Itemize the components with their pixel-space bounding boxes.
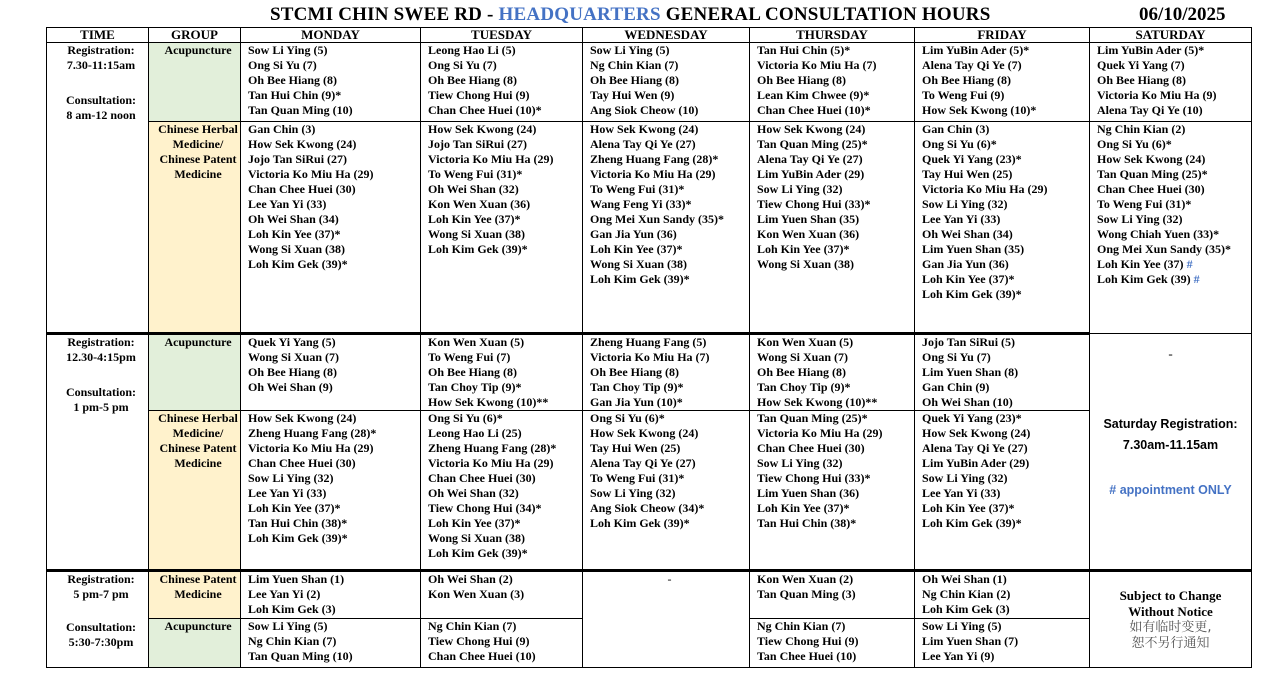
hash-marker-1: #: [1186, 257, 1193, 271]
doctor-entry: Tiew Chong Hui (33)*: [757, 197, 871, 211]
doctor-entry: Tan Quan Ming (25)*: [757, 137, 868, 151]
doctor-entry: Sow Li Ying (5): [248, 619, 328, 633]
doctor-entry: Victoria Ko Miu Ha (7): [590, 350, 710, 364]
doctor-entry: Ong Si Yu (6)*: [1097, 137, 1172, 151]
list-evening-acu-thursday: [750, 619, 915, 668]
doctor-entry: Lim Yuen Shan (7): [922, 634, 1019, 648]
doctor-entry: How Sek Kwong (24): [757, 122, 866, 136]
doctor-entry: Wong Si Xuan (38): [757, 257, 855, 271]
doctor-entry: Lean Kim Chwee (9)*: [757, 88, 870, 102]
list-afternoon-acu-friday: [915, 334, 1090, 411]
doctor-entry: How Sek Kwong (24): [248, 137, 357, 151]
doctor-entry: Chan Chee Huei (30): [428, 471, 536, 485]
doctor-entry: To Weng Fui (31)*: [590, 471, 685, 485]
doctor-entry: Chan Chee Huei (10)*: [428, 103, 542, 117]
doctor-entry: How Sek Kwong (24): [428, 122, 537, 136]
doctor-entry: Oh Wei Shan (34): [922, 227, 1013, 241]
doctor-entry: Lim Yuen Shan (35): [922, 242, 1025, 256]
group-acupuncture-evening: Acupuncture: [149, 619, 241, 668]
col-header-group: GROUP: [149, 28, 241, 43]
doctor-entry: Gan Jia Yun (36): [922, 257, 1009, 271]
doctor-entry: Sow Li Ying (32): [922, 197, 1008, 211]
afternoon-consultation-time: 1 pm-5 pm: [73, 400, 129, 414]
doctor-entry: Victoria Ko Miu Ha (29): [757, 426, 883, 440]
schedule-table: [46, 27, 1252, 668]
doctor-entry: Ng Chin Kian (2): [1097, 122, 1186, 136]
doctor-entry: Oh Wei Shan (9): [248, 380, 333, 394]
doctor-entry: Tan Quan Ming (25)*: [757, 411, 868, 425]
evening-registration-time: 5 pm-7 pm: [73, 587, 129, 601]
doctor-entry: Ng Chin Kian (7): [248, 634, 337, 648]
doctor-entry: Kon Wen Xuan (3): [428, 587, 525, 601]
group-herbal: Chinese Herbal Medicine/ Chinese Patent Medicine: [149, 122, 241, 334]
doctor-entry: Loh Kim Gek (39)*: [248, 257, 348, 271]
doctor-entry: Ong Si Yu (6)*: [590, 411, 665, 425]
doctor-entry: Tay Hui Wen (25): [590, 441, 681, 455]
list-afternoon-acu-tuesday: [421, 334, 583, 411]
doctor-entry: Lim YuBin Ader (5)*: [1097, 43, 1205, 57]
doctor-entry: Chan Chee Huei (10)*: [757, 103, 871, 117]
group-acupuncture: Acupuncture: [149, 43, 241, 122]
doctor-entry: Oh Bee Hiang (8): [590, 365, 679, 379]
doctor-entry: Jojo Tan SiRui (27): [248, 152, 348, 166]
doctor-entry: Wong Si Xuan (38): [248, 242, 346, 256]
doctor-entry: Oh Bee Hiang (8): [248, 73, 337, 87]
doctor-entry: Chan Chee Huei (10): [428, 649, 536, 663]
doctor-entry: Oh Bee Hiang (8): [1097, 73, 1186, 87]
doctor-entry: Loh Kim Gek (39)*: [590, 516, 690, 530]
doctor-entry: Wong Si Xuan (7): [248, 350, 340, 364]
doctor-entry: Sow Li Ying (32): [757, 182, 843, 196]
doctor-entry: Lee Yan Yi (33): [248, 197, 327, 211]
doctor-entry: Chan Chee Huei (30): [248, 182, 356, 196]
doctor-entry: Tan Quan Ming (25)*: [1097, 167, 1208, 181]
doctor-entry: Oh Bee Hiang (8): [757, 73, 846, 87]
list-evening-patent-friday: [915, 571, 1090, 619]
col-header-time: TIME: [47, 28, 149, 43]
doctor-entry: Loh Kim Gek (3): [922, 602, 1010, 616]
notice-line-2: Without Notice: [1128, 603, 1213, 619]
doctor-entry: Ng Chin Kian (7): [757, 619, 846, 633]
list-afternoon-herb-thursday: [750, 411, 915, 571]
doctor-entry: To Weng Fui (7): [428, 350, 511, 364]
group-acupuncture-pm: Acupuncture: [149, 334, 241, 411]
doctor-entry: Wong Si Xuan (38): [590, 257, 688, 271]
doctor-entry: To Weng Fui (31)*: [590, 182, 685, 196]
doctor-entry: Oh Wei Shan (32): [428, 486, 519, 500]
doctor-entry: Chan Chee Huei (30): [757, 441, 865, 455]
doctor-entry: Tan Quan Ming (10): [248, 649, 353, 663]
doctor-entry: Chan Chee Huei (30): [1097, 182, 1205, 196]
doctor-entry: Sow Li Ying (32): [590, 486, 676, 500]
doctor-entry: Wong Chiah Yuen (33)*: [1097, 227, 1220, 241]
doctor-entry: Loh Kim Gek (39)*: [922, 516, 1022, 530]
doctor-entry: Tan Choy Tip (9)*: [757, 380, 851, 394]
doctor-entry: Oh Wei Shan (32): [428, 182, 519, 196]
morning-time-cell: [47, 43, 149, 334]
doctor-entry: Oh Wei Shan (34): [248, 212, 339, 226]
doctor-entry: Oh Bee Hiang (8): [757, 365, 846, 379]
doctor-entry: Quek Yi Yang (5): [248, 335, 336, 349]
doctor-entry: Ong Si Yu (7): [428, 58, 497, 72]
doctor-entry: Ong Si Yu (7): [922, 350, 991, 364]
doctor-entry: Sow Li Ying (32): [922, 471, 1008, 485]
doctor-entry: Tay Hui Wen (9): [590, 88, 675, 102]
doctor-entry: Kon Wen Xuan (36): [428, 197, 531, 211]
doctor-entry: Gan Jia Yun (36): [590, 227, 677, 241]
doctor-entry: Ong Mei Xun Sandy (35)*: [590, 212, 725, 226]
doctor-entry: Ang Siok Cheow (10): [590, 103, 699, 117]
doctor-entry: Tan Hui Chin (38)*: [757, 516, 857, 530]
title-prefix: STCMI CHIN SWEE RD -: [270, 4, 499, 25]
saturday-afternoon-cell: [1090, 334, 1252, 571]
doctor-entry: Oh Bee Hiang (8): [428, 365, 517, 379]
doctor-entry: Loh Kim Gek (3): [248, 602, 336, 616]
doctor-entry: Lim Yuen Shan (8): [922, 365, 1019, 379]
doctor-entry: Victoria Ko Miu Ha (29): [590, 167, 716, 181]
doctor-entry: Jojo Tan SiRui (27): [428, 137, 528, 151]
doctor-entry: Loh Kin Yee (37)*: [428, 212, 521, 226]
doctor-entry: Ang Siok Cheow (34)*: [590, 501, 705, 515]
hash-marker-2: #: [1193, 272, 1200, 286]
doctor-entry: Loh Kin Yee (37)*: [757, 242, 850, 256]
header-row: [47, 28, 1252, 43]
doctor-entry: How Sek Kwong (24): [590, 122, 699, 136]
doctor-entry: Sow Li Ying (5): [922, 619, 1002, 633]
saturday-evening-notice-cell: [1090, 571, 1252, 668]
list-afternoon-acu-wednesday: [583, 334, 750, 411]
afternoon-registration-time: 12.30-4:15pm: [66, 350, 136, 364]
list-morning-herb-saturday: [1090, 122, 1252, 334]
doctor-entry: To Weng Fui (31)*: [1097, 197, 1192, 211]
list-evening-acu-tuesday: [421, 619, 583, 668]
doctor-entry: Victoria Ko Miu Ha (29): [428, 152, 554, 166]
doctor-entry: Tiew Chong Hui (9): [757, 634, 859, 648]
doctor-entry: Ong Si Yu (6)*: [428, 411, 503, 425]
morning-herbal-row: [47, 122, 1252, 334]
col-header-thursday: THURSDAY: [750, 28, 915, 43]
doctor-entry: Victoria Ko Miu Ha (7): [757, 58, 877, 72]
doctor-entry: Lim Yuen Shan (35): [757, 212, 860, 226]
doctor-entry: Alena Tay Qi Ye (7): [922, 58, 1022, 72]
list-afternoon-herb-tuesday: [421, 411, 583, 571]
doctor-entry: How Sek Kwong (24): [1097, 152, 1206, 166]
title-suffix: GENERAL CONSULTATION HOURS: [660, 4, 991, 25]
doctor-entry: Loh Kin Yee (37)*: [757, 501, 850, 515]
afternoon-consultation-label: Consultation:: [65, 385, 136, 399]
doctor-entry: How Sek Kwong (24): [922, 426, 1031, 440]
list-afternoon-herb-wednesday: [583, 411, 750, 571]
saturday-appt-2: [1097, 272, 1251, 287]
doctor-entry: Lim YuBin Ader (5)*: [922, 43, 1030, 57]
doctor-entry: Tiew Chong Hui (34)*: [428, 501, 542, 515]
list-morning-acu-friday: [915, 43, 1090, 122]
list-morning-herb-wednesday: [583, 122, 750, 334]
list-morning-herb-friday: [915, 122, 1090, 334]
chinese-notice-line-2: 恕不另行通知: [1131, 635, 1210, 651]
list-morning-acu-saturday: [1090, 43, 1252, 122]
doctor-entry: Tan Hui Chin (9)*: [248, 88, 342, 102]
doctor-entry: Loh Kin Yee (37)*: [248, 501, 341, 515]
doctor-entry: Oh Bee Hiang (8): [922, 73, 1011, 87]
doctor-entry: Tan Quan Ming (3): [757, 587, 856, 601]
doctor-entry: Wong Si Xuan (38): [428, 531, 526, 545]
doctor-entry: Lim YuBin Ader (29): [757, 167, 865, 181]
doctor-entry: Zheng Huang Fang (28)*: [428, 441, 557, 455]
doctor-entry: Lim YuBin Ader (29): [922, 456, 1030, 470]
doctor-entry: Zheng Huang Fang (28)*: [590, 152, 719, 166]
col-header-saturday: SATURDAY: [1090, 28, 1252, 43]
doctor-entry: Wong Si Xuan (38): [428, 227, 526, 241]
doctor-entry: Sow Li Ying (5): [590, 43, 670, 57]
list-afternoon-acu-thursday: [750, 334, 915, 411]
doctor-entry: Loh Kim Gek (39)*: [428, 242, 528, 256]
doctor-entry: Tan Hui Chin (38)*: [248, 516, 348, 530]
doctor-entry: Zheng Huang Fang (5): [590, 335, 707, 349]
doctor-entry: Ng Chin Kian (7): [428, 619, 517, 633]
doctor-entry: Oh Bee Hiang (8): [428, 73, 517, 87]
doctor-entry: How Sek Kwong (10)**: [428, 395, 549, 409]
evening-consultation-label: Consultation:: [65, 620, 136, 634]
doctor-entry: Quek Yi Yang (7): [1097, 58, 1185, 72]
list-afternoon-herb-friday: [915, 411, 1090, 571]
evening-consultation-time: 5:30-7:30pm: [68, 635, 134, 649]
list-morning-acu-thursday: [750, 43, 915, 122]
doctor-entry: Kon Wen Xuan (36): [757, 227, 860, 241]
doctor-entry: Lee Yan Yi (9): [922, 649, 995, 663]
doctor-entry: Tan Chee Huei (10): [757, 649, 857, 663]
doctor-entry: Victoria Ko Miu Ha (29): [248, 441, 374, 455]
doctor-entry: Victoria Ko Miu Ha (29): [248, 167, 374, 181]
doctor-entry: Gan Jia Yun (10)*: [590, 395, 683, 409]
col-header-friday: FRIDAY: [915, 28, 1090, 43]
doctor-entry: Oh Wei Shan (1): [922, 572, 1007, 586]
doctor-entry: Quek Yi Yang (23)*: [922, 411, 1022, 425]
morning-consultation-label: Consultation:: [65, 93, 136, 107]
doctor-entry: Kon Wen Xuan (2): [757, 572, 854, 586]
doctor-entry: Gan Chin (3): [248, 122, 316, 136]
list-afternoon-herb-monday: [241, 411, 421, 571]
doctor-entry: Sow Li Ying (32): [757, 456, 843, 470]
doctor-entry: How Sek Kwong (10)**: [757, 395, 878, 409]
doctor-entry: Tan Choy Tip (9)*: [590, 380, 684, 394]
appointment-only-note: # appointment ONLY: [1109, 483, 1232, 497]
morning-consultation-time: 8 am-12 noon: [66, 108, 136, 122]
doctor-entry: Gan Chin (9): [922, 380, 990, 394]
doctor-entry: Victoria Ko Miu Ha (9): [1097, 88, 1217, 102]
doctor-entry: Lim Yuen Shan (36): [757, 486, 860, 500]
doctor-entry: Lee Yan Yi (33): [248, 486, 327, 500]
list-afternoon-acu-monday: [241, 334, 421, 411]
doctor-entry: Tan Quan Ming (10): [248, 103, 353, 117]
doctor-entry: Lim Yuen Shan (1): [248, 572, 345, 586]
doctor-entry: Oh Wei Shan (2): [428, 572, 513, 586]
doctor-entry: Loh Kim Gek (39)*: [248, 531, 348, 545]
doctor-entry: How Sek Kwong (24): [590, 426, 699, 440]
col-header-monday: MONDAY: [241, 28, 421, 43]
doctor-entry: Loh Kin Yee (37)*: [922, 272, 1015, 286]
list-evening-patent-thursday: [750, 571, 915, 619]
doctor-entry: How Sek Kwong (24): [248, 411, 357, 425]
doctor-entry: Lee Yan Yi (33): [922, 486, 1001, 500]
doctor-entry: Quek Yi Yang (23)*: [922, 152, 1022, 166]
chinese-notice-line-1: 如有临时变更,: [1129, 619, 1212, 635]
morning-registration-label: Registration:: [67, 43, 135, 57]
title-headquarters: HEADQUARTERS: [498, 4, 661, 25]
doctor-entry: Leong Hao Li (25): [428, 426, 522, 440]
doctor-entry: Tan Choy Tip (9)*: [428, 380, 522, 394]
doctor-entry: Chan Chee Huei (30): [248, 456, 356, 470]
doctor-entry: Oh Bee Hiang (8): [590, 73, 679, 87]
notice-line-1: Subject to Change: [1119, 587, 1222, 603]
morning-acupuncture-row: [47, 43, 1252, 122]
doctor-entry: Loh Kin Yee (37)*: [590, 242, 683, 256]
list-morning-acu-monday: [241, 43, 421, 122]
doctor-entry: Loh Kin Yee (37)*: [428, 516, 521, 530]
doctor-entry: Loh Kim Gek (39)*: [428, 546, 528, 560]
doctor-entry: Loh Kin Yee (37)*: [248, 227, 341, 241]
evening-patent-row: [47, 571, 1252, 619]
doctor-entry: Ng Chin Kian (2): [922, 587, 1011, 601]
doctor-entry: To Weng Fui (9): [922, 88, 1005, 102]
doctor-entry: Alena Tay Qi Ye (27): [590, 456, 696, 470]
page-title: [270, 4, 990, 26]
morning-registration-time: 7.30-11:15am: [66, 58, 136, 72]
doctor-entry: Kon Wen Xuan (5): [428, 335, 525, 349]
doctor-entry: Zheng Huang Fang (28)*: [248, 426, 377, 440]
doctor-entry: Lee Yan Yi (2): [248, 587, 321, 601]
list-morning-herb-tuesday: [421, 122, 583, 334]
list-morning-herb-monday: [241, 122, 421, 334]
doctor-entry: Loh Kim Gek (39)*: [922, 287, 1022, 301]
saturday-appt-name-2: Loh Kim Gek (39): [1097, 272, 1191, 286]
doctor-entry: Loh Kin Yee (37)*: [922, 501, 1015, 515]
evening-time-cell: [47, 571, 149, 668]
doctor-entry: Alena Tay Qi Ye (27): [757, 152, 863, 166]
doctor-entry: Oh Bee Hiang (8): [248, 365, 337, 379]
schedule-date: 06/10/2025: [1139, 4, 1226, 25]
list-evening-acu-friday: [915, 619, 1090, 668]
doctor-entry: Tiew Chong Hui (9): [428, 88, 530, 102]
evening-wednesday-dash: -: [583, 571, 750, 668]
doctor-entry: Leong Hao Li (5): [428, 43, 516, 57]
col-header-tuesday: TUESDAY: [421, 28, 583, 43]
doctor-entry: To Weng Fui (31)*: [428, 167, 523, 181]
list-evening-patent-monday: [241, 571, 421, 619]
doctor-entry: Tan Hui Chin (5)*: [757, 43, 851, 57]
saturday-registration-label: Saturday Registration:: [1103, 417, 1238, 431]
evening-registration-label: Registration:: [67, 572, 135, 586]
group-herbal-pm: Chinese Herbal Medicine/ Chinese Patent Medicine: [149, 411, 241, 571]
doctor-entry: Wong Si Xuan (7): [757, 350, 849, 364]
saturday-herbal-list: [1097, 122, 1251, 257]
afternoon-herbal-row: [47, 411, 1252, 571]
col-header-wednesday: WEDNESDAY: [583, 28, 750, 43]
afternoon-time-cell: [47, 334, 149, 571]
doctor-entry: Sow Li Ying (5): [248, 43, 328, 57]
doctor-entry: Ong Mei Xun Sandy (35)*: [1097, 242, 1232, 256]
doctor-entry: Oh Wei Shan (10): [922, 395, 1013, 409]
saturday-registration-time: 7.30am-11.15am: [1122, 438, 1219, 452]
saturday-appt-1: [1097, 257, 1251, 272]
doctor-entry: Alena Tay Qi Ye (27): [922, 441, 1028, 455]
list-morning-acu-wednesday: [583, 43, 750, 122]
doctor-entry: Jojo Tan SiRui (5): [922, 335, 1016, 349]
afternoon-acupuncture-row: [47, 334, 1252, 411]
doctor-entry: Tiew Chong Hui (33)*: [757, 471, 871, 485]
doctor-entry: Ng Chin Kian (7): [590, 58, 679, 72]
doctor-entry: Sow Li Ying (32): [1097, 212, 1183, 226]
doctor-entry: Victoria Ko Miu Ha (29): [428, 456, 554, 470]
list-morning-herb-thursday: [750, 122, 915, 334]
list-morning-acu-tuesday: [421, 43, 583, 122]
doctor-entry: Victoria Ko Miu Ha (29): [922, 182, 1048, 196]
doctor-entry: Lee Yan Yi (33): [922, 212, 1001, 226]
doctor-entry: Alena Tay Qi Ye (27): [590, 137, 696, 151]
list-evening-patent-tuesday: [421, 571, 583, 619]
group-patent: Chinese Patent Medicine: [149, 571, 241, 619]
doctor-entry: Kon Wen Xuan (5): [757, 335, 854, 349]
doctor-entry: Loh Kim Gek (39)*: [590, 272, 690, 286]
doctor-entry: Tiew Chong Hui (9): [428, 634, 530, 648]
doctor-entry: Tay Hui Wen (25): [922, 167, 1013, 181]
doctor-entry: Gan Chin (3): [922, 122, 990, 136]
doctor-entry: Alena Tay Qi Ye (10): [1097, 103, 1203, 117]
list-evening-acu-monday: [241, 619, 421, 668]
saturday-appt-name-1: Loh Kin Yee (37): [1097, 257, 1184, 271]
doctor-entry: Ong Si Yu (6)*: [922, 137, 997, 151]
doctor-entry: Sow Li Ying (32): [248, 471, 334, 485]
doctor-entry: Ong Si Yu (7): [248, 58, 317, 72]
doctor-entry: How Sek Kwong (10)*: [922, 103, 1037, 117]
doctor-entry: Wang Feng Yi (33)*: [590, 197, 692, 211]
saturday-afternoon-dash: -: [1168, 346, 1173, 361]
afternoon-registration-label: Registration:: [67, 335, 135, 349]
